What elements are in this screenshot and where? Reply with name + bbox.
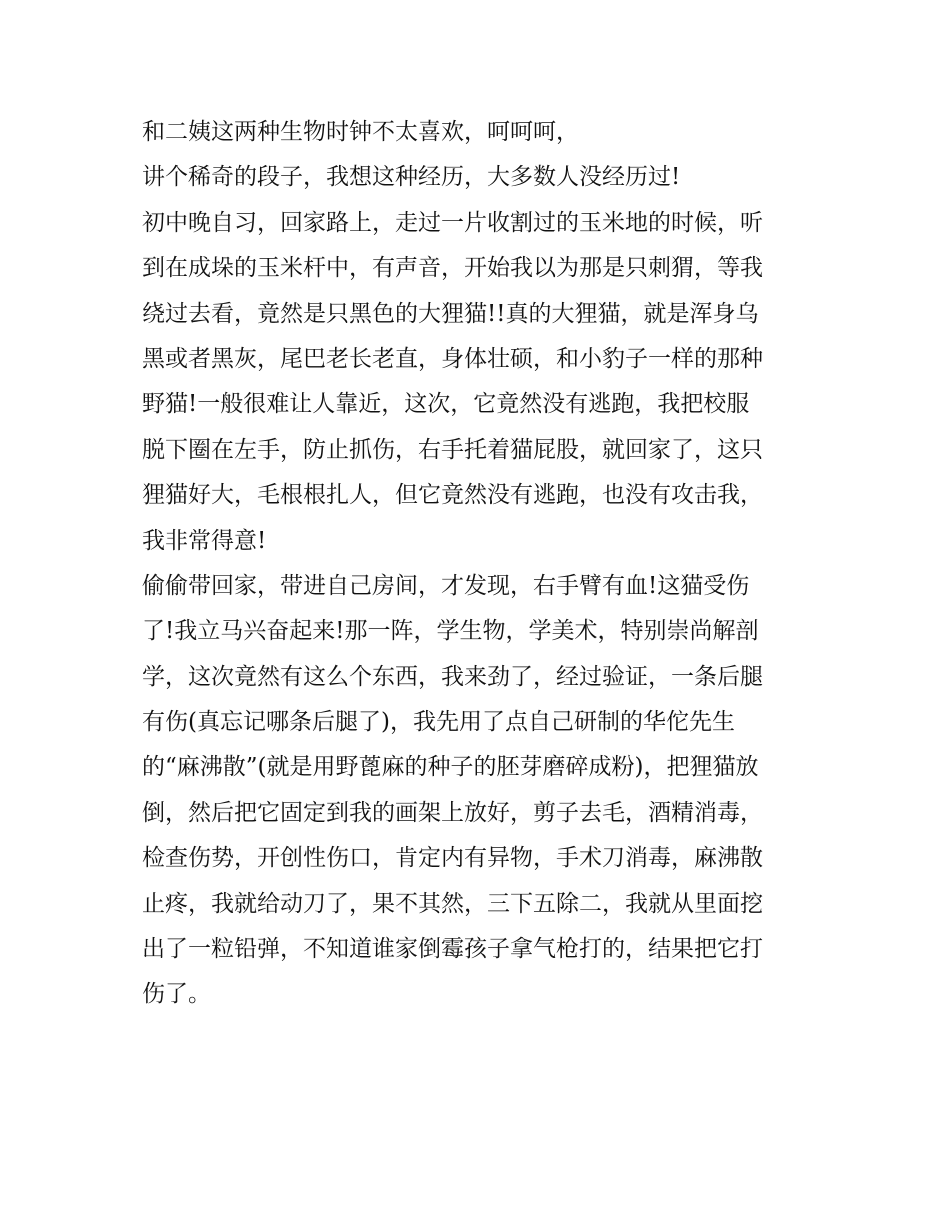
text-line: 黑或者黑灰，尾巴老长老直，身体壮硕，和小豹子一样的那种 xyxy=(142,345,763,372)
text-line: 的“麻沸散”(就是用野蓖麻的种子的胚芽磨碎成粉)，把狸猫放 xyxy=(142,754,759,781)
text-line: 偷偷带回家，带进自己房间，才发现，右手臂有血!这猫受伤 xyxy=(142,572,750,599)
text-line: 到在成垛的玉米杆中，有声音，开始我以为那是只刺猬，等我 xyxy=(142,255,763,282)
text-line: 学，这次竟然有这么个东西，我来劲了，经过验证，一条后腿 xyxy=(142,663,763,690)
text-line: 止疼，我就给动刀了，果不其然，三下五除二，我就从里面挖 xyxy=(142,890,763,917)
text-line: 有伤(真忘记哪条后腿了)，我先用了点自己研制的华佗先生 xyxy=(142,709,735,736)
text-line: 伤了。 xyxy=(142,981,211,1008)
text-line: 检查伤势，开创性伤口，肯定内有异物，手术刀消毒，麻沸散 xyxy=(142,845,763,872)
text-line: 野猫!一般很难让人靠近，这次，它竟然没有逃跑，我把校服 xyxy=(142,391,750,418)
body-text xyxy=(142,110,822,1018)
text-line: 脱下圈在左手，防止抓伤，右手托着猫屁股，就回家了，这只 xyxy=(142,436,763,463)
text-line: 出了一粒铅弹，不知道谁家倒霉孩子拿气枪打的，结果把它打 xyxy=(142,936,763,963)
text-line: 和二姨这两种生物时钟不太喜欢，呵呵呵， xyxy=(142,119,579,145)
text-line: 倒，然后把它固定到我的画架上放好，剪子去毛，酒精消毒， xyxy=(142,799,763,826)
text-line: 狸猫好大，毛根根扎人，但它竟然没有逃跑，也没有攻击我， xyxy=(142,482,763,509)
text-line: 绕过去看，竟然是只黑色的大狸猫!!真的大狸猫，就是浑身乌 xyxy=(142,300,759,327)
text-line: 讲个稀奇的段子，我想这种经历，大多数人没经历过! xyxy=(142,164,681,191)
text-line: 我非常得意! xyxy=(142,527,267,554)
text-line: 了!我立马兴奋起来!那一阵，学生物，学美术，特别崇尚解剖 xyxy=(142,618,759,645)
text-line: 初中晚自习，回家路上，走过一片收割过的玉米地的时候，听 xyxy=(142,209,763,236)
